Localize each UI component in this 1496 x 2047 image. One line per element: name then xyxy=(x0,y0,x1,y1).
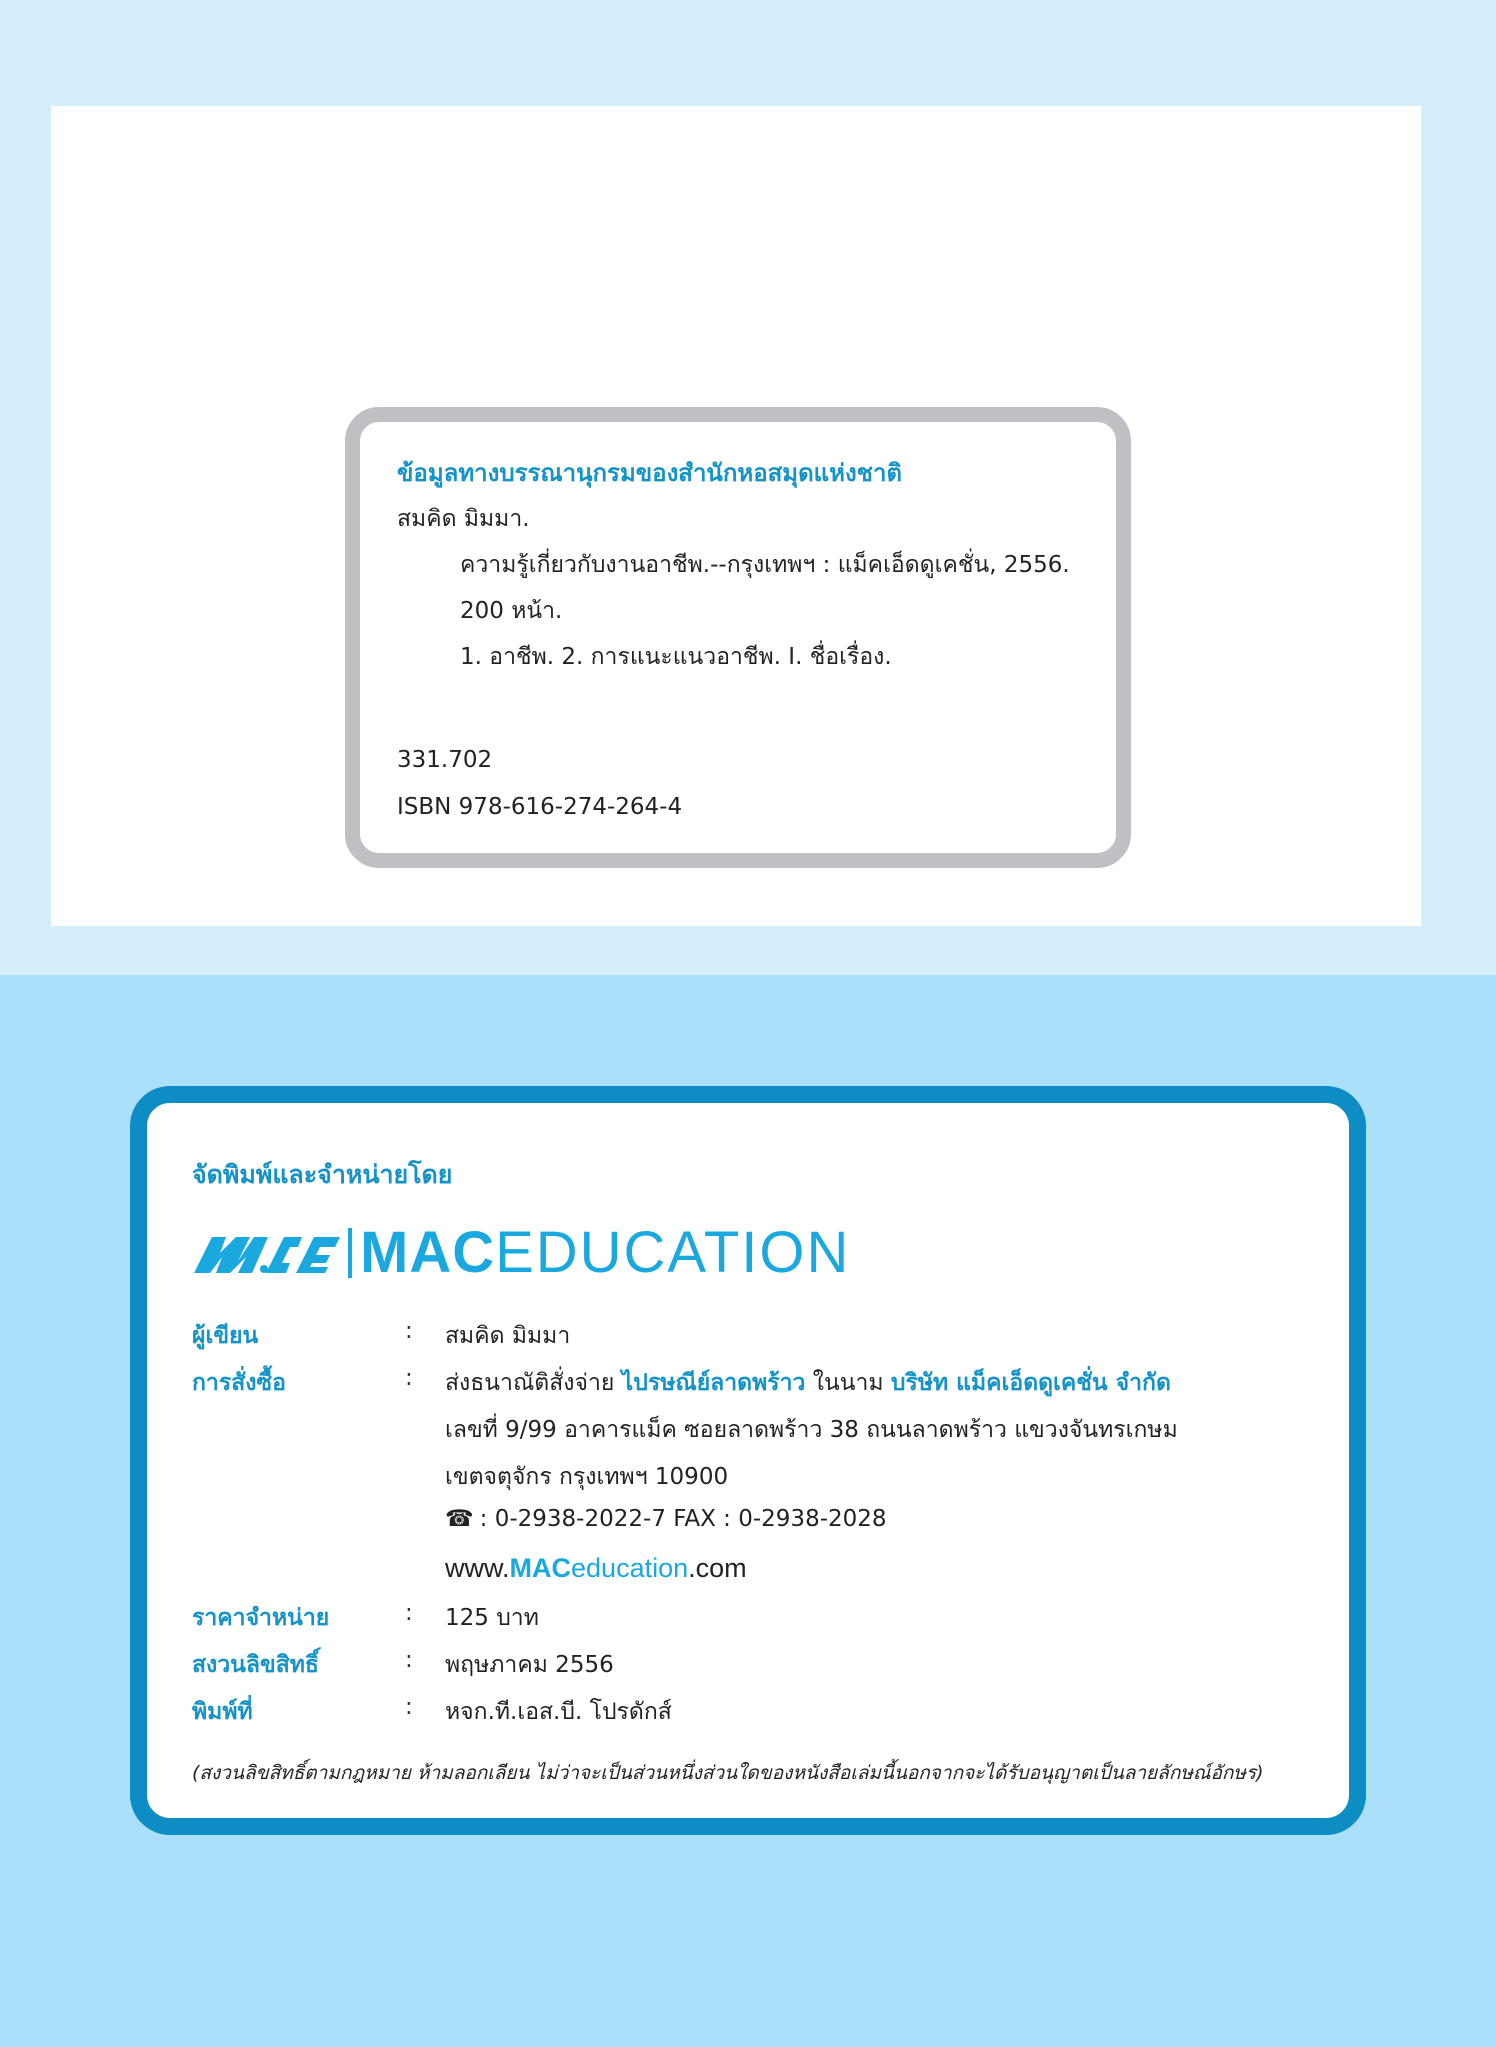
website-link[interactable] xyxy=(445,1553,747,1584)
copyright-value: พฤษภาคม 2556 xyxy=(445,1652,614,1678)
printer-value: หจก.ที.เอส.บี. โปรดักส์ xyxy=(445,1699,672,1725)
phone-icon: ☎ xyxy=(445,1506,474,1532)
price-colon: : xyxy=(405,1600,413,1626)
order-value xyxy=(445,1365,1171,1401)
logo-mac-text: MAC xyxy=(360,1220,496,1285)
price-label: ราคาจำหน่าย xyxy=(192,1605,330,1631)
order-colon: : xyxy=(405,1365,413,1391)
publisher-heading: จัดพิมพ์และจำหน่ายโดย xyxy=(192,1160,453,1189)
cip-title: ข้อมูลทางบรรณานุกรมของสำนักหอสมุดแห่งชาติ xyxy=(397,459,903,487)
web-prefix: www. xyxy=(445,1553,510,1583)
copyright-note: (สงวนลิขสิทธิ์ตามกฎหมาย ห้ามลอกเลียน ไม่ว่าจะเป็นส่วนหนึ่งส่วนใดของหนังสือเล่มนี้นอกจากจะได้รับอนุญาตเป็นลายลักษณ์อักษร) xyxy=(192,1762,1264,1784)
copyright-colon: : xyxy=(405,1647,413,1673)
address-line-2: เขตจตุจักร กรุงเทพฯ 10900 xyxy=(445,1464,729,1490)
logo-separator xyxy=(348,1228,352,1278)
printer-label: พิมพ์ที่ xyxy=(192,1699,253,1725)
order-company: บริษัท แม็คเอ็ดดูเคชั่น จำกัด xyxy=(890,1370,1171,1396)
cip-box xyxy=(345,407,1131,868)
order-mid: ในนาม xyxy=(812,1370,884,1396)
copyright-label: สงวนลิขสิทธิ์ xyxy=(192,1652,319,1678)
web-suffix: .com xyxy=(688,1553,747,1583)
order-label: การสั่งซื้อ xyxy=(192,1370,286,1396)
order-prefix: ส่งธนาณัติสั่งจ่าย xyxy=(445,1370,615,1396)
cip-author: สมคิด มิมมา. xyxy=(397,506,530,532)
cip-class-number: 331.702 xyxy=(397,747,493,773)
author-colon: : xyxy=(405,1318,413,1344)
author-label: ผู้เขียน xyxy=(192,1323,259,1349)
author-value: สมคิด มิมมา xyxy=(445,1323,571,1349)
publisher-box xyxy=(130,1086,1366,1835)
address-line-1: เลขที่ 9/99 อาคารแม็ค ซอยลาดพร้าว 38 ถนนลาดพร้าว แขวงจันทรเกษม xyxy=(445,1417,1178,1443)
web-mac: MAC xyxy=(509,1553,572,1583)
cip-pages: 200 หน้า. xyxy=(460,598,563,624)
price-value: 125 บาท xyxy=(445,1605,539,1631)
logo-education-text: EDUCATION xyxy=(495,1220,851,1285)
web-edu: education xyxy=(571,1553,689,1583)
order-postoffice: ไปรษณีย์ลาดพร้าว xyxy=(621,1370,806,1396)
mac-logo-mark-icon xyxy=(192,1227,342,1279)
phone-text: : 0-2938-2022-7 FAX : 0-2938-2028 xyxy=(479,1506,887,1532)
cip-subjects: 1. อาชีพ. 2. การแนะแนวอาชีพ. I. ชื่อเรื่อง. xyxy=(460,644,892,670)
phone-line xyxy=(445,1506,887,1532)
cip-book-line: ความรู้เกี่ยวกับงานอาชีพ.--กรุงเทพฯ : แม็คเอ็ดดูเคชั่น, 2556. xyxy=(460,552,1070,578)
mac-education-logo xyxy=(192,1220,851,1285)
cip-isbn: ISBN 978-616-274-264-4 xyxy=(397,794,683,820)
printer-colon: : xyxy=(405,1694,413,1720)
